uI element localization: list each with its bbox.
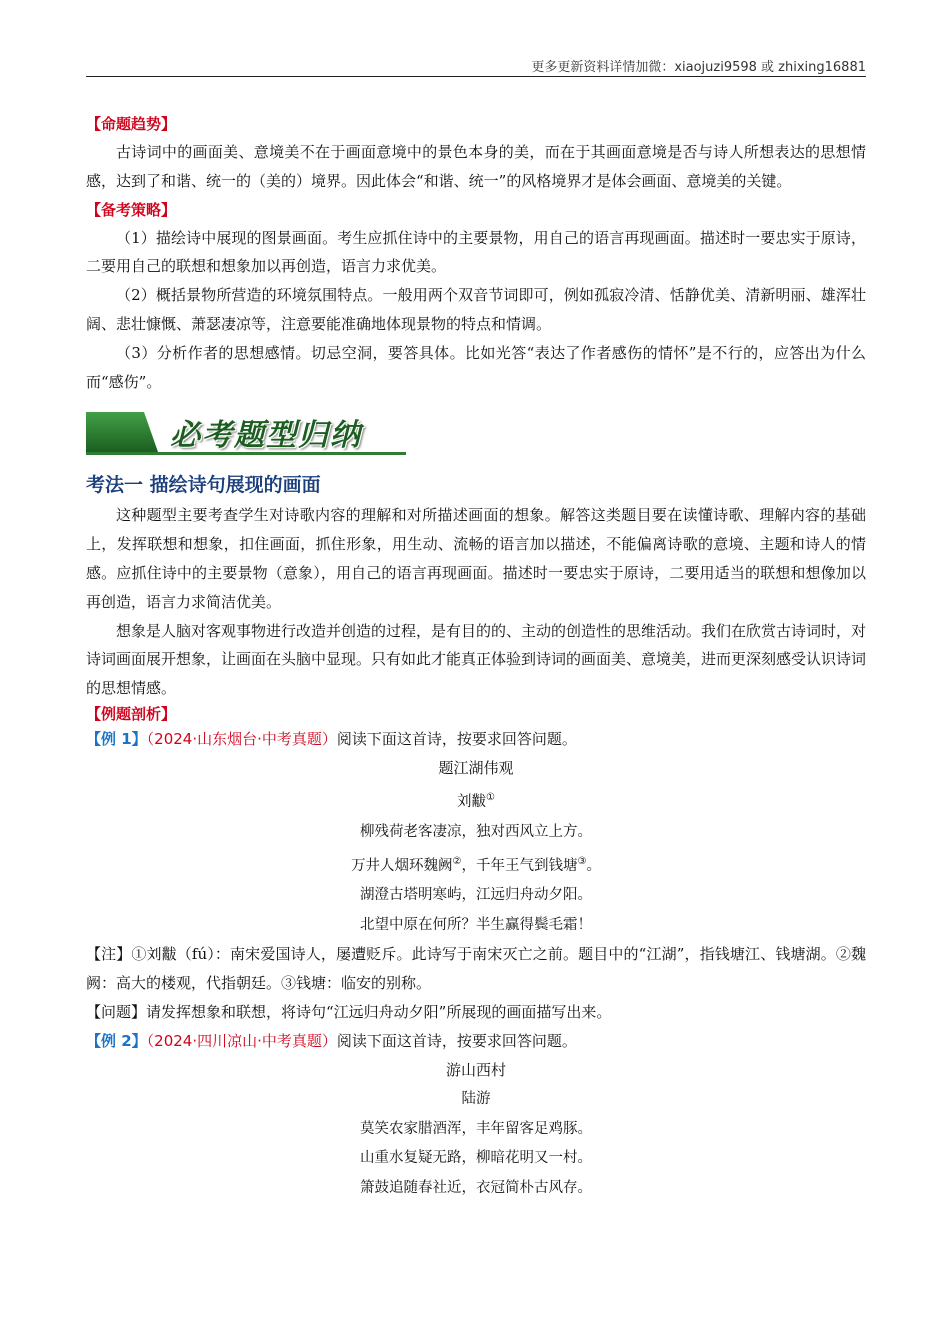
poem2-line-1: 莫笑农家腊酒浑，丰年留客足鸡豚。	[360, 1120, 592, 1137]
example1-source: （2024·山东烟台·中考真题）	[146, 729, 337, 748]
strategy-item-1: （1）描绘诗中展现的图景画面。考生应抓住诗中的主要景物，用自己的语言再现画面。描述时一要忠实于原诗，二要用自己的联想和想象加以再创造，语言力求优美。	[86, 228, 866, 276]
method-heading: 考法一 描绘诗句展现的画面	[86, 474, 321, 497]
example1-label: 【例 1】	[86, 729, 147, 748]
header-contact-text: 更多更新资料详情加微：xiaojuzi9598 或 zhixing16881	[531, 60, 866, 75]
page-content	[86, 110, 866, 1203]
example2-source: （2024·四川凉山·中考真题）	[146, 1031, 337, 1050]
poem1-line-1: 柳残荷老客凄凉，独对西风立上方。	[360, 823, 592, 840]
poem2-line-2: 山重水复疑无路，柳暗花明又一村。	[360, 1150, 592, 1167]
poem1-line-2: 万井人烟环魏阙②，千年王气到钱塘③。	[351, 856, 601, 874]
method-paragraph-2: 想象是人脑对客观事物进行改造并创造的过程，是有目的的、主动的创造性的思维活动。我们在欣赏古诗词时，对诗词画面展开想象，让画面在头脑中显现。只有如此才能真正体验到诗词的画面美、意境美，进而更深刻感受认识诗词的思想情感。	[86, 621, 867, 698]
trend-text: 古诗词中的画面美、意境美不在于画面意境中的景色本身的美，而在于其画面意境是否与诗人所想表达的思想情感，达到了和谐、统一的（美的）境界。因此体会“和谐、统一”的风格境界才是体会画面、意境美的关键。	[86, 143, 866, 190]
section-banner	[86, 406, 866, 462]
example2-header	[86, 1027, 866, 1056]
poem1-author: 刘黻①	[457, 792, 495, 811]
footnote-mark: ①	[486, 792, 495, 804]
example1-poem	[86, 754, 866, 941]
poem2-title: 游山西村	[445, 1060, 506, 1079]
poem2-line-3: 箫鼓追随春社近，衣冠简朴古风存。	[360, 1179, 592, 1196]
banner-title: 必考题型归纳	[170, 418, 362, 454]
example2-label: 【例 2】	[86, 1031, 147, 1050]
poem1-title: 题江湖伟观	[438, 758, 514, 777]
strategy-label: 【备考策略】	[86, 200, 177, 219]
page-header	[86, 56, 866, 77]
poem2-author: 陆游	[461, 1091, 491, 1108]
example1-header	[86, 725, 866, 754]
footnote-mark: ③	[577, 856, 587, 868]
example1-prompt: 阅读下面这首诗，按要求回答问题。	[336, 729, 577, 748]
footnote-mark: ②	[452, 856, 462, 868]
example2-poem	[86, 1056, 866, 1204]
strategy-item-3: （3）分析作者的思想感情。切忌空洞，要答具体。比如光答“表达了作者感伤的情怀”是不行的，应答出为什么而“感伤”。	[86, 343, 866, 391]
strategy-item-2: （2）概括景物所营造的环境氛围特点。一般用两个双音节词即可，例如孤寂冷清、恬静优美、清新明丽、雄浑壮阔、悲壮慷慨、萧瑟凄凉等，注意要能准确地体现景物的特点和情调。	[86, 286, 866, 333]
poem1-line-4: 北望中原在何所？半生赢得鬓毛霜！	[360, 916, 592, 933]
method-paragraph-1: 这种题型主要考查学生对诗歌内容的理解和对所描述画面的想象。解答这类题目要在读懂诗歌、理解内容的基础上，发挥联想和想象，扣住画面，抓住形象，用生动、流畅的语言加以描述，不能偏离诗歌的意境、主题和诗人的情感。应抓住诗中的主要景物（意象），用自己的语言再现画面。描述时一要忠实于原诗，二要用适当的联想和想像加以再创造，语言力求简洁优美。	[86, 506, 866, 611]
example1-note: 【注】①刘黻（fú）：南宋爱国诗人，屡遭贬斥。此诗写于南宋灭亡之前。题目中的“江湖”，指钱塘江、钱塘湖。②魏阙：高大的楼观，代指朝廷。③钱塘：临安的别称。	[86, 945, 866, 993]
example1-question: 【问题】请发挥想象和联想，将诗句“江远归舟动夕阳”所展现的画面描写出来。	[86, 1003, 612, 1021]
example2-prompt: 阅读下面这首诗，按要求回答问题。	[336, 1031, 577, 1050]
trend-label: 【命题趋势】	[86, 115, 177, 133]
analysis-label: 【例题剖析】	[86, 704, 177, 723]
poem1-line-3: 湖澄古塔明寒屿，江远归舟动夕阳。	[360, 887, 592, 904]
